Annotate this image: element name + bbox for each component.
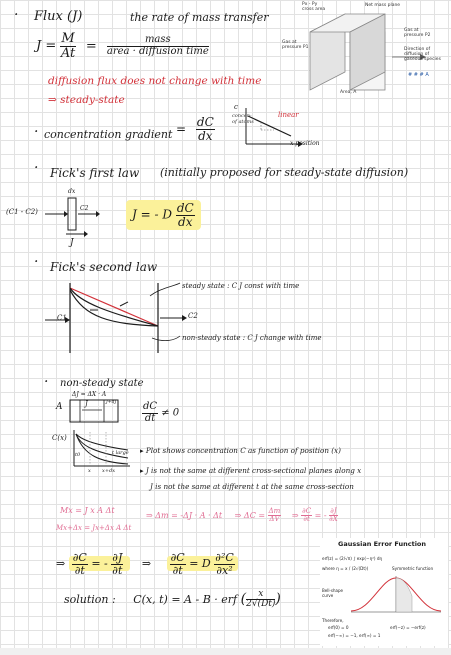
ficks-second-non-steady: non-steady state : C J change with time xyxy=(182,334,322,342)
gauss-p1: erf(0) = 0 xyxy=(328,625,349,630)
ficks-second-c1: C1 xyxy=(57,314,67,322)
flux-eq-den2: area · diffusion time xyxy=(106,45,209,57)
gauss-where: where η = x / (2√(Dt)) xyxy=(322,566,369,571)
bullet-dot-3: · xyxy=(34,160,39,176)
concentration-label: concentration gradient xyxy=(44,128,173,141)
flux-heading: Flux (J) xyxy=(34,9,83,24)
final-a-den: ∂t xyxy=(74,563,85,577)
pink-f3-num: ∂J xyxy=(330,507,337,515)
pink-chain3: ⇒ xyxy=(291,510,299,520)
flux-eq-lhs: J = xyxy=(36,38,61,54)
non-steady-t0: t0 xyxy=(75,452,81,458)
final-d-num: ∂²C xyxy=(215,551,234,564)
flux-eq-den: At xyxy=(60,45,76,61)
ficks-first-num: dC xyxy=(176,201,194,215)
conc-axis-y2: concen- of atoms xyxy=(232,113,254,125)
gauss-symmetric: Symmetric function xyxy=(392,566,434,571)
concentration-eq-equals: = xyxy=(176,121,187,136)
non-steady-xdx-label: x+dx xyxy=(102,468,116,474)
bullet-dot-2: · xyxy=(34,124,39,140)
block-right-label: Gas at pressure P2 xyxy=(404,28,431,38)
ficks-first-dx-label: dx xyxy=(68,188,76,195)
gauss-title: Gaussian Error Function xyxy=(338,540,427,548)
ficks-second-steady: steady state : C J const with time xyxy=(182,282,300,290)
concentration-fraction xyxy=(196,116,215,142)
ficks-first-left-label: (C1 - C2) xyxy=(6,208,38,216)
final-c-num: ∂C xyxy=(170,551,185,564)
non-steady-box xyxy=(60,398,130,426)
flux-equation xyxy=(36,32,209,60)
bullet-dot-4: · xyxy=(34,254,39,270)
pink-chain2: ⇒ ΔC = xyxy=(234,510,266,520)
final-arrow-2: ⇒ xyxy=(141,557,152,571)
gauss-curve xyxy=(346,572,446,616)
final-a-eq: = - xyxy=(91,557,108,571)
final-fraction-b xyxy=(111,552,123,576)
ficks-first-j-label: J xyxy=(70,238,74,248)
non-steady-heading: non-steady state xyxy=(60,378,144,389)
final-arrow-1: ⇒ xyxy=(56,557,66,571)
final-eq-a xyxy=(69,551,130,577)
gauss-therefore: Therefore, xyxy=(322,618,344,623)
final-c-eq: = D xyxy=(189,557,211,571)
ficks-first-sketch xyxy=(40,190,120,245)
block-top-label: Px - Py cross area xyxy=(302,2,326,12)
gauss-panel xyxy=(320,538,448,646)
note-1: ▸ Plot shows concentration C as function of position (x) xyxy=(140,446,341,455)
final-fraction-a xyxy=(72,552,88,576)
pink-f3-den: ∂X xyxy=(329,515,338,524)
bottom-bar xyxy=(0,648,451,655)
solution-fraction xyxy=(246,590,275,610)
pink-chain xyxy=(146,508,338,524)
bullet-dot-5: · xyxy=(44,374,49,390)
non-steady-box-top: ΔJ = ΔX · A xyxy=(72,391,107,398)
gauss-p3: erf(−∞) = −1, erf(∞) = 1 xyxy=(328,633,381,638)
block-direction-label: Direction of diffusion of gaseous species xyxy=(404,47,441,62)
pink-f1-den: ΔV xyxy=(269,515,280,524)
bullet-dot: · xyxy=(14,7,19,23)
final-a-num: ∂C xyxy=(72,551,87,564)
final-b-num: ∂J xyxy=(112,551,123,564)
ficks-first-heading: Fick's first law xyxy=(50,166,140,180)
solution-eq: C(x, t) = A - B · erf xyxy=(133,592,238,606)
ficks-second-heading: Fick's second law xyxy=(50,260,158,274)
non-steady-fraction xyxy=(142,402,158,424)
ficks-first-equation xyxy=(126,200,201,230)
block-plane-label: Net mass plane xyxy=(365,3,401,8)
final-b-den: ∂t xyxy=(112,563,123,577)
gauss-formula: erf(z) = (2/√π) ∫ exp(−η²) dη xyxy=(322,556,383,561)
concentration-eq xyxy=(176,116,215,142)
flux-red-arrow: ⇒ steady-state xyxy=(48,94,125,106)
flux-eq-num: M xyxy=(61,31,75,46)
solution-den: 2√(Dt) xyxy=(246,599,276,610)
gauss-side-label: Bell-shape curve xyxy=(322,588,343,598)
pink-f2-num: ∂C xyxy=(302,507,312,515)
pink-chain4: = - xyxy=(314,510,327,520)
solution-row: solution : C(x, t) = A - B · erf ( $\frac{x}{2√(Dt)}$ ) xyxy=(64,589,281,610)
gauss-p2: erf(−z) = −erf(z) xyxy=(390,625,426,630)
final-eq-row xyxy=(56,552,238,576)
non-steady-box-jnext: J+dJ xyxy=(106,400,117,405)
flux-description: the rate of mass transfer xyxy=(130,11,269,24)
final-d-den: ∂x² xyxy=(216,563,233,577)
flux-eq-num2: mass xyxy=(107,35,209,47)
final-fraction-d xyxy=(214,552,235,576)
non-steady-x-label: x xyxy=(88,468,91,474)
non-steady-box-j: J xyxy=(85,400,88,408)
pink-f2-den: ∂t xyxy=(303,515,310,524)
flux-fraction xyxy=(60,32,75,60)
final-eq-c xyxy=(167,551,238,577)
non-steady-cx-label: C(x) xyxy=(52,434,67,442)
flux-red-note: diffusion flux does not change with time xyxy=(48,75,262,87)
final-fraction-c xyxy=(170,552,186,576)
ficks-second-c2: C2 xyxy=(188,312,198,320)
ficks-first-c2-label: C2 xyxy=(80,205,89,212)
solution-num: x xyxy=(246,590,275,600)
concentration-num: dC xyxy=(196,115,214,129)
ficks-second-graph xyxy=(40,278,200,368)
note-2: ▸ J is not the same at different cross-sectional planes along x xyxy=(140,466,362,475)
pink-chain1: ⇒ Δm = -ΔJ · A · Δt xyxy=(146,510,223,520)
pink-m2: Mx+Δx = Jx+Δx A Δt xyxy=(56,524,132,532)
non-steady-eq-num: dC xyxy=(143,401,158,412)
block-area-label: Area, A xyxy=(340,90,357,95)
ficks-first-fraction xyxy=(176,202,195,228)
final-c-den: ∂t xyxy=(172,563,183,577)
non-steady-eq-tail: ≠ 0 xyxy=(161,407,180,419)
non-steady-box-a: A xyxy=(56,402,63,412)
non-steady-eq xyxy=(142,402,179,424)
non-steady-eq-den: dt xyxy=(144,412,156,424)
conc-axis-x: x position xyxy=(290,140,320,147)
pink-fraction-3 xyxy=(329,508,338,524)
ficks-first-den: dx xyxy=(178,214,193,229)
note-3: J is not the same at different t at the same cross-section xyxy=(150,482,354,491)
flux-fraction-2 xyxy=(107,35,209,57)
block-left-label: Gas at pressure P1 xyxy=(282,40,309,50)
conc-linear-label: linear xyxy=(278,111,299,119)
pink-f1-num: Δm xyxy=(268,507,281,515)
non-steady-tlarge: t large xyxy=(112,450,129,456)
ficks-first-eq-lhs: J = - D xyxy=(132,207,172,222)
pink-fraction-2 xyxy=(301,508,312,524)
flux-eq-equals: = xyxy=(85,38,97,54)
concentration-den: dx xyxy=(198,128,213,143)
conc-axis-y: c xyxy=(234,103,238,111)
pink-fraction-1 xyxy=(268,508,282,524)
pink-m1: Mx = J x A Δt xyxy=(60,506,115,515)
ficks-first-note: (initially proposed for steady-state diffusion) xyxy=(160,166,409,179)
block-blue-label: # # # A xyxy=(408,72,429,78)
solution-label: solution : xyxy=(64,592,116,606)
